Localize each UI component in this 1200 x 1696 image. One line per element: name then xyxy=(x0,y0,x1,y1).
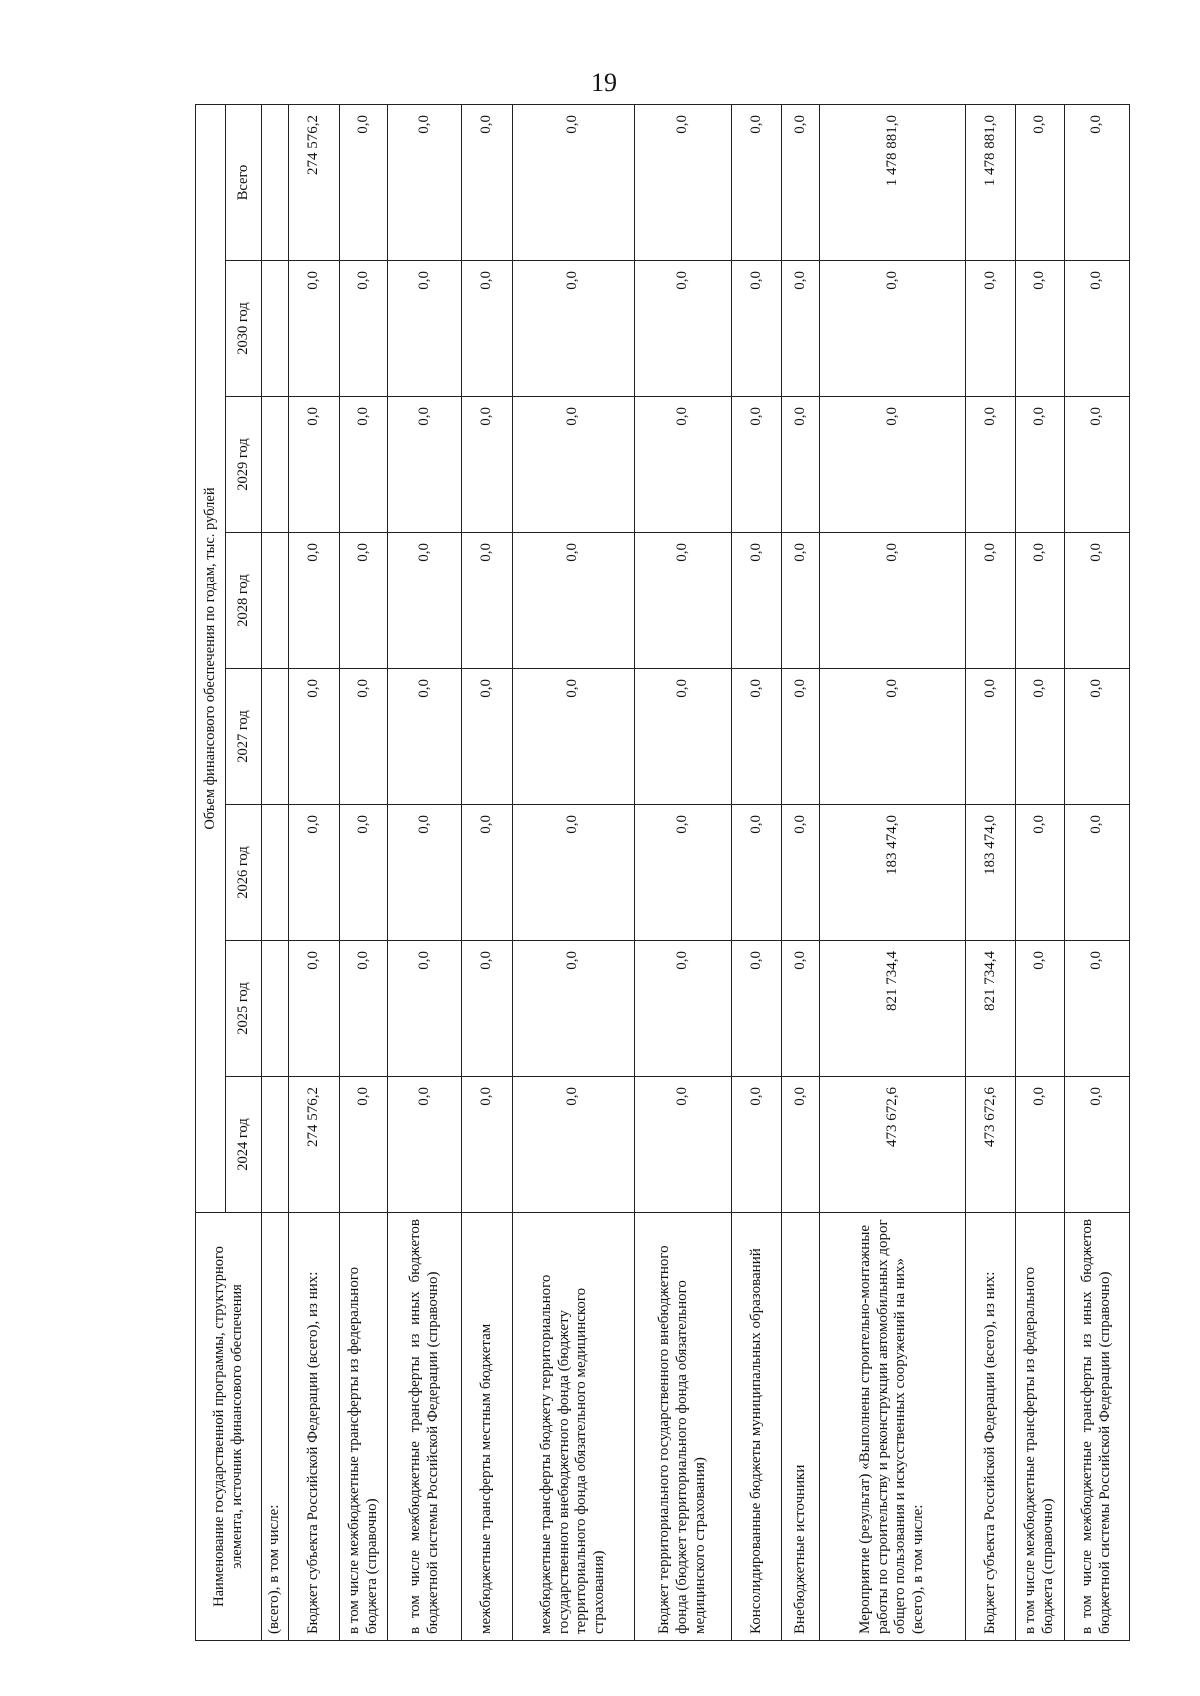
value-cell: 0,0 xyxy=(289,941,340,1077)
value-cell: 0,0 xyxy=(634,397,731,533)
value-cell: 0,0 xyxy=(820,533,965,669)
value-cell: 0,0 xyxy=(462,1077,513,1213)
value-cell: 0,0 xyxy=(1064,805,1129,941)
header-volume-group: Объем финансового обеспечения по годам, тыс. рублей xyxy=(196,104,226,1212)
value-cell: 0,0 xyxy=(388,104,462,260)
value-cell: 0,0 xyxy=(731,104,782,260)
value-cell: 0,0 xyxy=(1064,669,1129,805)
value-cell: 821 734,4 xyxy=(965,941,1016,1077)
value-cell: 0,0 xyxy=(1064,104,1129,260)
value-cell: 0,0 xyxy=(1064,1077,1129,1213)
value-cell: 0,0 xyxy=(339,397,387,533)
value-cell: 0,0 xyxy=(1016,941,1064,1077)
value-cell: 0,0 xyxy=(782,104,820,260)
value-cell: 473 672,6 xyxy=(820,1077,965,1213)
value-cell: 0,0 xyxy=(1064,261,1129,397)
value-cell: 0,0 xyxy=(731,941,782,1077)
value-cell: 473 672,6 xyxy=(965,1077,1016,1213)
value-cell: 0,0 xyxy=(1016,261,1064,397)
row-label: Мероприятие (результат) «Выполнены строительно-монтажные работы по строительству и реконструкции автомобильных дорог общего пользования и искусственных сооружений на них» (всего), в том числе: xyxy=(820,1213,965,1641)
value-cell xyxy=(262,805,289,941)
value-cell: 0,0 xyxy=(339,669,387,805)
value-cell xyxy=(262,1077,289,1213)
row-label: в том числе межбюджетные трансферты из иных бюджетов бюджетной системы Российской Федерации (справочно) xyxy=(388,1213,462,1641)
value-cell: 0,0 xyxy=(1016,805,1064,941)
value-cell: 0,0 xyxy=(462,941,513,1077)
value-cell: 0,0 xyxy=(1064,941,1129,1077)
value-cell: 0,0 xyxy=(339,1077,387,1213)
value-cell: 0,0 xyxy=(462,104,513,260)
value-cell: 0,0 xyxy=(965,261,1016,397)
value-cell: 0,0 xyxy=(388,397,462,533)
value-cell: 0,0 xyxy=(634,104,731,260)
value-cell: 0,0 xyxy=(388,805,462,941)
value-cell xyxy=(262,104,289,260)
value-cell: 0,0 xyxy=(289,805,340,941)
value-cell: 183 474,0 xyxy=(965,805,1016,941)
value-cell: 0,0 xyxy=(731,397,782,533)
page-number: 19 xyxy=(591,68,617,97)
value-cell: 0,0 xyxy=(965,669,1016,805)
value-cell: 0,0 xyxy=(339,533,387,669)
value-cell: 274 576,2 xyxy=(289,1077,340,1213)
rotated-table-frame xyxy=(195,105,1130,1641)
value-cell xyxy=(262,397,289,533)
value-cell: 0,0 xyxy=(1016,104,1064,260)
value-cell: 0,0 xyxy=(462,669,513,805)
value-cell: 0,0 xyxy=(388,1077,462,1213)
value-cell xyxy=(262,533,289,669)
value-cell: 0,0 xyxy=(289,261,340,397)
value-cell: 0,0 xyxy=(782,669,820,805)
value-cell: 0,0 xyxy=(339,261,387,397)
value-cell: 0,0 xyxy=(462,533,513,669)
value-cell: 0,0 xyxy=(512,805,634,941)
value-cell: 0,0 xyxy=(820,669,965,805)
value-cell: 0,0 xyxy=(731,533,782,669)
value-cell: 0,0 xyxy=(965,397,1016,533)
header-year: 2024 год xyxy=(226,1077,262,1213)
value-cell: 0,0 xyxy=(462,261,513,397)
value-cell: 0,0 xyxy=(388,669,462,805)
financing-table xyxy=(195,104,1130,1641)
table-row xyxy=(1016,104,1064,1640)
value-cell: 0,0 xyxy=(512,533,634,669)
value-cell: 0,0 xyxy=(388,261,462,397)
value-cell xyxy=(262,261,289,397)
value-cell: 0,0 xyxy=(1016,669,1064,805)
value-cell: 0,0 xyxy=(731,1077,782,1213)
header-name-column: Наименование государственной программы, структурного элемента, источник финансового обеспечения xyxy=(196,1213,262,1641)
value-cell: 0,0 xyxy=(339,805,387,941)
row-label: Внебюджетные источники xyxy=(782,1213,820,1641)
row-label: Бюджет субъекта Российской Федерации (всего), из них: xyxy=(289,1213,340,1641)
value-cell: 0,0 xyxy=(388,533,462,669)
value-cell: 0,0 xyxy=(462,397,513,533)
table-row xyxy=(634,104,731,1640)
value-cell: 0,0 xyxy=(820,261,965,397)
value-cell: 0,0 xyxy=(512,261,634,397)
table-row xyxy=(462,104,513,1640)
table-row xyxy=(339,104,387,1640)
value-cell: 0,0 xyxy=(634,941,731,1077)
value-cell xyxy=(262,669,289,805)
value-cell: 0,0 xyxy=(339,941,387,1077)
value-cell: 0,0 xyxy=(782,805,820,941)
row-label: в том числе межбюджетные трансферты из федерального бюджета (справочно) xyxy=(1016,1213,1064,1641)
value-cell xyxy=(262,941,289,1077)
value-cell: 0,0 xyxy=(782,533,820,669)
table-row xyxy=(820,104,965,1640)
table-row xyxy=(1064,104,1129,1640)
table-row xyxy=(731,104,782,1640)
header-year: 2028 год xyxy=(226,533,262,669)
value-cell: 821 734,4 xyxy=(820,941,965,1077)
value-cell: 0,0 xyxy=(1064,397,1129,533)
value-cell: 0,0 xyxy=(289,669,340,805)
value-cell: 1 478 881,0 xyxy=(820,104,965,260)
header-year: Всего xyxy=(226,104,262,260)
value-cell: 0,0 xyxy=(512,1077,634,1213)
header-year: 2029 год xyxy=(226,397,262,533)
value-cell: 0,0 xyxy=(634,1077,731,1213)
value-cell: 0,0 xyxy=(782,261,820,397)
value-cell: 0,0 xyxy=(634,261,731,397)
value-cell: 0,0 xyxy=(965,533,1016,669)
header-year: 2026 год xyxy=(226,805,262,941)
row-label: межбюджетные трансферты местным бюджетам xyxy=(462,1213,513,1641)
value-cell: 274 576,2 xyxy=(289,104,340,260)
value-cell: 0,0 xyxy=(782,1077,820,1213)
value-cell: 0,0 xyxy=(289,397,340,533)
value-cell: 0,0 xyxy=(339,104,387,260)
table-row xyxy=(782,104,820,1640)
row-label: Бюджет субъекта Российской Федерации (всего), из них: xyxy=(965,1213,1016,1641)
value-cell: 0,0 xyxy=(1016,1077,1064,1213)
value-cell: 0,0 xyxy=(634,669,731,805)
table-row xyxy=(262,104,289,1640)
value-cell: 0,0 xyxy=(462,805,513,941)
value-cell: 1 478 881,0 xyxy=(965,104,1016,260)
value-cell: 0,0 xyxy=(512,104,634,260)
value-cell: 0,0 xyxy=(1016,533,1064,669)
row-label: Бюджет территориального государственного внебюджетного фонда (бюджет территориального фонда обязательного медицинского страхования) xyxy=(634,1213,731,1641)
row-label: межбюджетные трансферты бюджету территориального государственного внебюджетного фонда (бюджету территориального фонда обязательного медицинского страхования) xyxy=(512,1213,634,1641)
rotated-table-container xyxy=(195,105,1130,1641)
value-cell: 183 474,0 xyxy=(820,805,965,941)
value-cell: 0,0 xyxy=(634,805,731,941)
value-cell: 0,0 xyxy=(634,533,731,669)
value-cell: 0,0 xyxy=(512,397,634,533)
value-cell: 0,0 xyxy=(820,397,965,533)
value-cell: 0,0 xyxy=(512,941,634,1077)
table-row xyxy=(388,104,462,1640)
row-label: Консолидированные бюджеты муниципальных образований xyxy=(731,1213,782,1641)
table-row xyxy=(512,104,634,1640)
header-year: 2027 год xyxy=(226,669,262,805)
header-year: 2030 год xyxy=(226,261,262,397)
value-cell: 0,0 xyxy=(388,941,462,1077)
value-cell: 0,0 xyxy=(782,941,820,1077)
value-cell: 0,0 xyxy=(1016,397,1064,533)
row-label: в том числе межбюджетные трансферты из федерального бюджета (справочно) xyxy=(339,1213,387,1641)
row-label: в том числе межбюджетные трансферты из иных бюджетов бюджетной системы Российской Федерации (справочно) xyxy=(1064,1213,1129,1641)
value-cell: 0,0 xyxy=(1064,533,1129,669)
table-row xyxy=(965,104,1016,1640)
row-label: (всего), в том числе: xyxy=(262,1213,289,1641)
header-year: 2025 год xyxy=(226,941,262,1077)
table-row xyxy=(289,104,340,1640)
value-cell: 0,0 xyxy=(782,397,820,533)
value-cell: 0,0 xyxy=(731,805,782,941)
value-cell: 0,0 xyxy=(731,669,782,805)
value-cell: 0,0 xyxy=(731,261,782,397)
value-cell: 0,0 xyxy=(512,669,634,805)
value-cell: 0,0 xyxy=(289,533,340,669)
